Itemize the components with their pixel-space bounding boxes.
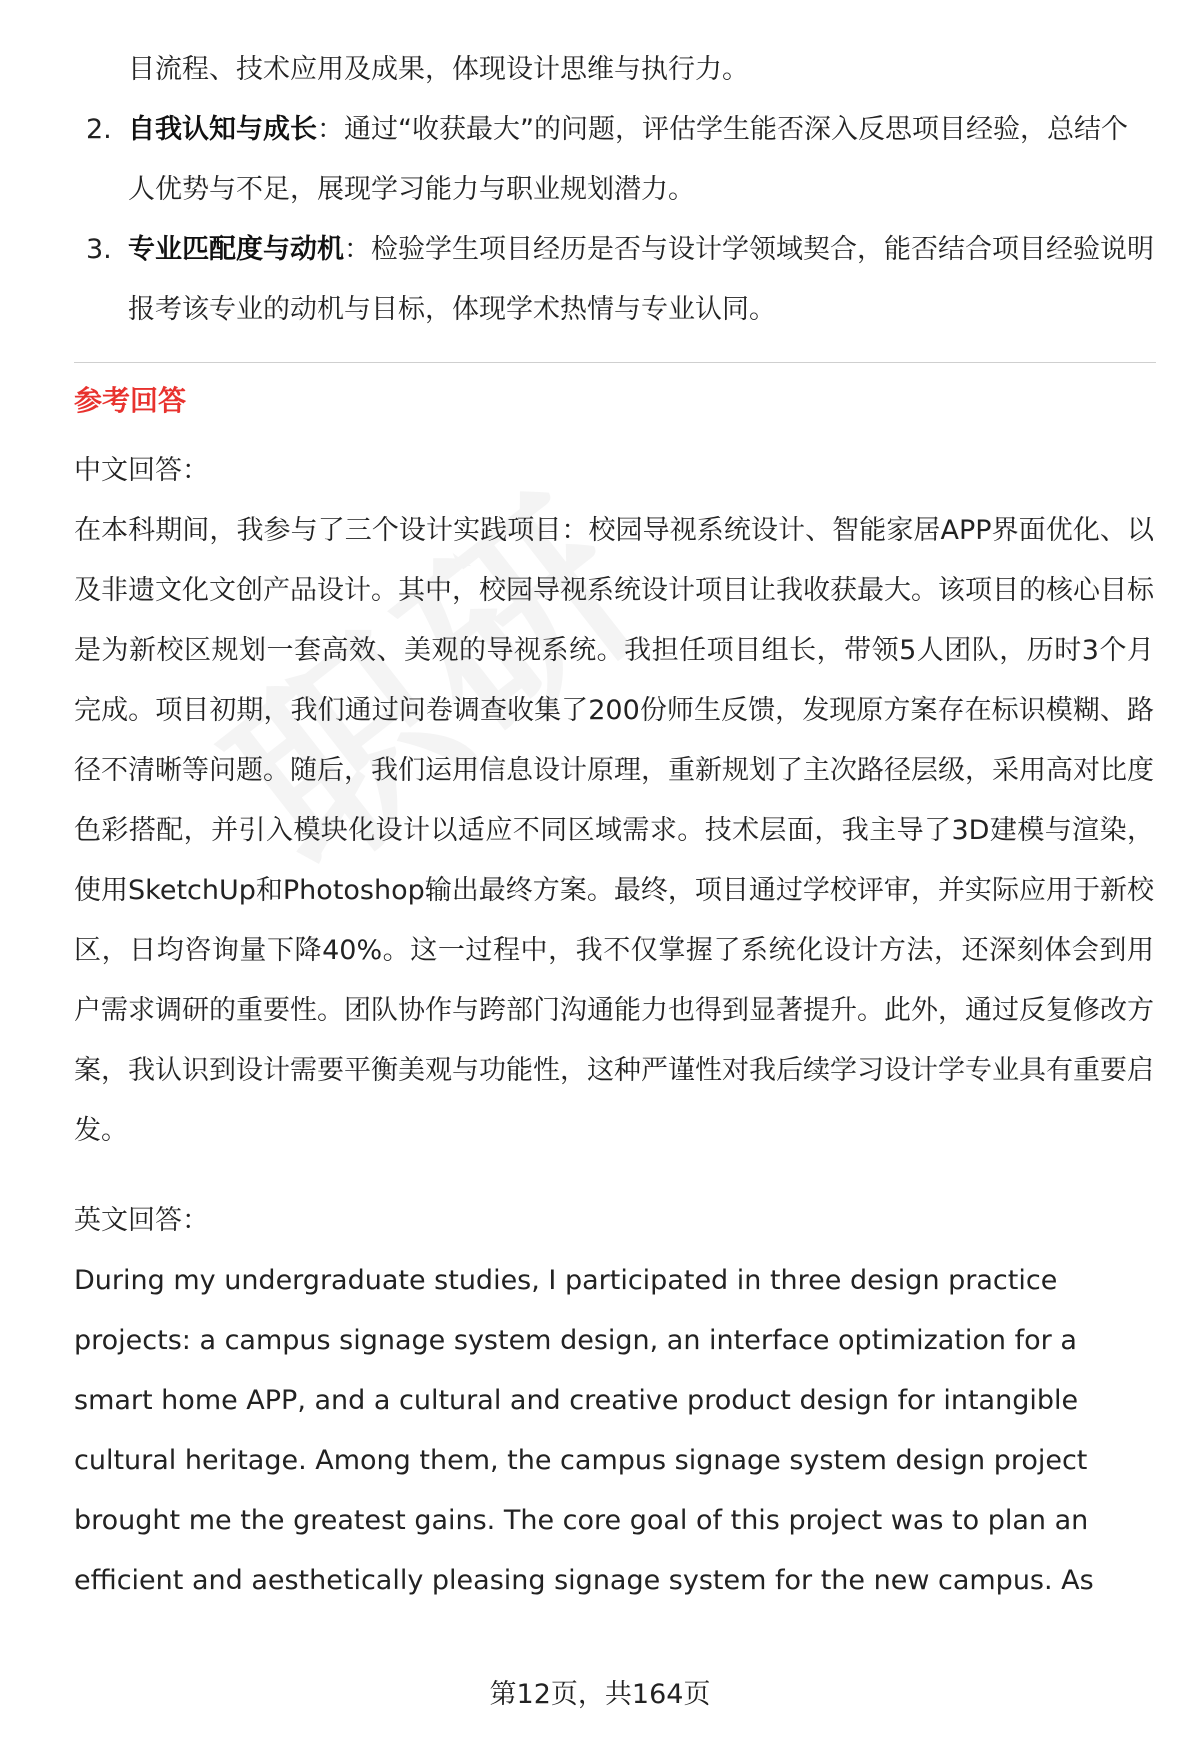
criteria-item-number: 3. (86, 234, 112, 265)
evaluation-criteria-list (74, 40, 1154, 340)
criteria-item-number: 2. (86, 114, 112, 145)
criteria-item-body (128, 220, 1154, 340)
chinese-answer-text: 在本科期间，我参与了三个设计实践项目：校园导视系统设计、智能家居APP界面优化、以及非遗文化文创产品设计。其中，校园导视系统设计项目让我收获最大。该项目的核心目标是为新校区规划一套高效、美观的导视系统。我担任项目组长，带领5人团队，历时3个月完成。项目初期，我们通过问卷调查收集了200份师生反馈，发现原方案存在标识模糊、路径不清晰等问题。随后，我们运用信息设计原理，重新规划了主次路径层级，采用高对比度色彩搭配，并引入模块化设计以适应不同区域需求。技术层面，我主导了3D建模与渲染，使用SketchUp和Photoshop输出最终方案。最终，项目通过学校评审，并实际应用于新校区，日均咨询量下降40%。这一过程中，我不仅掌握了系统化设计方法，还深刻体会到用户需求调研的重要性。团队协作与跨部门沟通能力也得到显著提升。此外，通过反复修改方案，我认识到设计需要平衡美观与功能性，这种严谨性对我后续学习设计学专业具有重要启发。 (74, 515, 1154, 1146)
english-answer-label: 英文回答： (74, 1205, 209, 1236)
page-number-footer: 第12页，共164页 (489, 1679, 711, 1710)
criteria-item-title: 专业匹配度与动机 (128, 234, 344, 265)
criteria-item-2 (74, 100, 1154, 220)
criteria-item-text: ：检验学生项目经历是否与设计学领域契合，能否结合项目经验说明报考该专业的动机与目标，体现学术热情与专业认同。 (128, 234, 1154, 325)
page-content (74, 40, 1154, 1611)
criteria-item-3 (74, 220, 1154, 340)
criteria-item-text: ：通过“收获最大”的问题，评估学生能否深入反思项目经验，总结个人优势与不足，展现学习能力与职业规划潜力。 (128, 114, 1128, 205)
section-divider (74, 362, 1156, 363)
criteria-item-1-continuation: 目流程、技术应用及成果，体现设计思维与执行力。 (128, 54, 749, 85)
chinese-answer-label: 中文回答： (74, 455, 209, 486)
criteria-item-title: 自我认知与成长 (128, 114, 317, 145)
criteria-item-body (128, 100, 1154, 220)
english-answer-text: During my undergraduate studies, I participated in three design practice projects: a campus signage system design, an interface optimization for a smart home APP, and a cultural and creative product design for intangible cultural heritage. Among them, the campus signage system design project brought me the greatest gains. The core goal of this project was to plan an efficient and aesthetically pleasing signage system for the new campus. As (74, 1265, 1094, 1596)
reference-answer-heading: 参考回答 (74, 384, 187, 417)
